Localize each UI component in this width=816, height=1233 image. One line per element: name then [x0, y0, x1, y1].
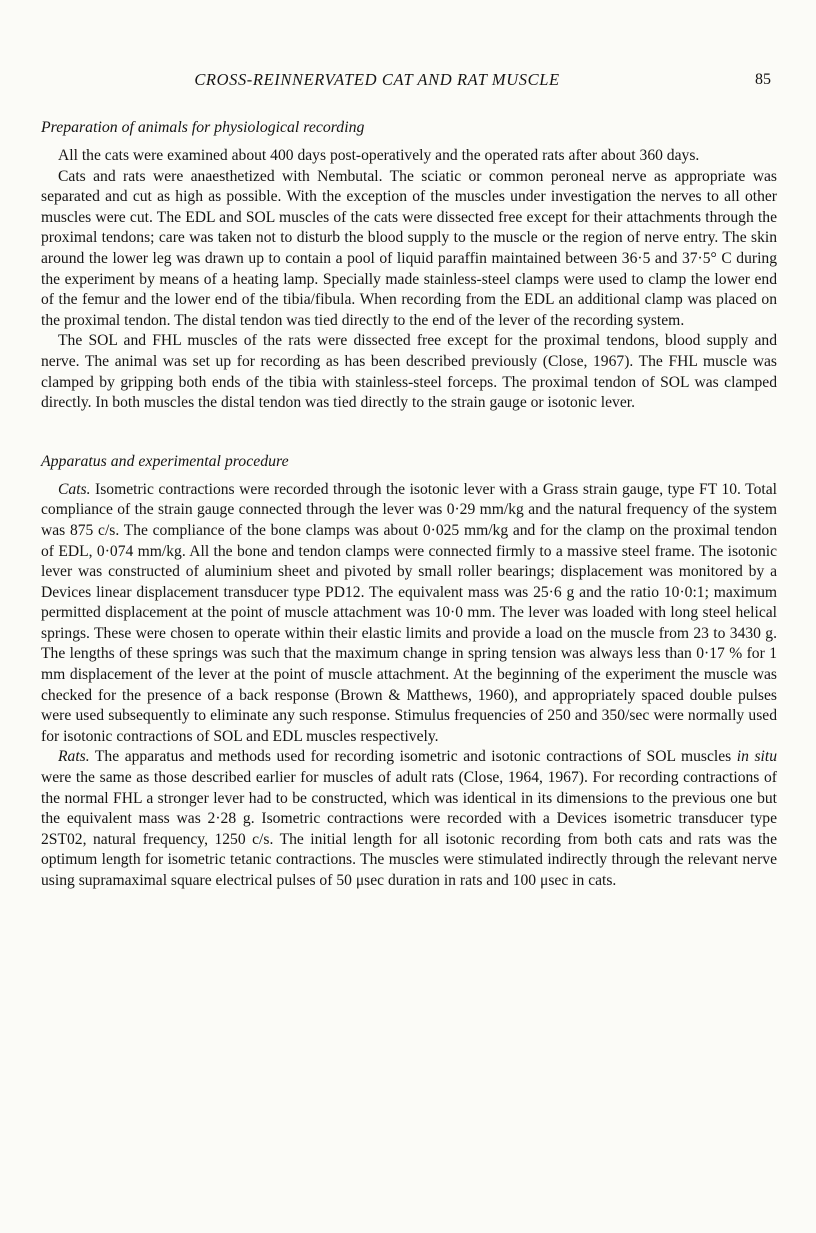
paragraph-preparation-2: Cats and rats were anaesthetized with Nembutal. The sciatic or common peroneal nerve as appropriate was separated and cut as high as possible. With the exception of the muscles under investigation the nerves to all other muscles were cut. The EDL and SOL muscles of the cats were dissected free except for their attachments through the proximal tendons; care was taken not to disturb the blood supply to the muscle or the region of nerve entry. The skin around the lower leg was drawn up to contain a pool of liquid paraffin maintained between 36·5 and 37·5° C during the experiment by means of a heating lamp. Specially made stainless-steel clamps were used to clamp the lower end of the femur and the lower end of the tibia/fibula. When recording from the EDL an additional clamp was placed on the proximal tendon. The distal tendon was tied directly to the end of the lever of the recording system. — [41, 167, 777, 329]
section-apparatus — [41, 452, 777, 892]
paragraph-rats-in-situ: in situ — [736, 748, 777, 766]
paragraph-rats-text-before: The apparatus and methods used for recording isometric and isotonic contractions of SOL muscles — [89, 748, 737, 766]
section-heading-apparatus: Apparatus and experimental procedure — [41, 452, 289, 470]
section-heading-preparation: Preparation of animals for physiological recording — [41, 119, 365, 136]
paragraph-cats — [41, 480, 777, 748]
paragraph-cats-lead: Cats. — [58, 480, 91, 498]
paragraph-rats-lead: Rats. — [58, 748, 90, 766]
section-preparation — [41, 118, 777, 414]
paragraph-rats-text-after: were the same as those described earlier for muscles of adult rats (Close, 1964, 1967). For recording contractions of the normal FHL a stronger lever had to be constructed, which was identical in its dimensions to the previous one but the equivalent mass was 2·28 g. Isometric contractions were recorded with a Devices isometric transducer type 2ST02, natural frequency, 1250 c/s. The initial length for all isotonic recording from both cats and rats was the optimum length for isometric tetanic contractions. The muscles were stimulated indirectly through the relevant nerve using supramaximal square electrical pulses of 50 μsec duration in rats and 100 μsec in cats. — [41, 769, 777, 889]
running-head-title: CROSS-REINNERVATED CAT AND RAT MUSCLE — [194, 70, 560, 89]
paragraph-preparation-1: All the cats were examined about 400 days post-operatively and the operated rats after about 360 days. — [58, 147, 700, 164]
paragraph-rats — [41, 747, 777, 891]
paragraph-cats-text: Isometric contractions were recorded through the isotonic lever with a Grass strain gauge, type FT 10. Total compliance of the strain gauge connected through the lever was 0·29 mm/kg and the natural frequency of the system was 875 c/s. The compliance of the bone clamps was about 0·025 mm/kg and for the clamp on the proximal tendon of EDL, 0·074 mm/kg. All the bone and tendon clamps were connected firmly to a massive steel frame. The isotonic lever was constructed of aluminium sheet and pivoted by small roller bearings; displacement was monitored by a Devices linear displacement transducer type PD12. The equivalent mass was 25·6 g and the ratio 10·0:1; maximum permitted displacement at the point of muscle attachment was 10·0 mm. The lever was loaded with long steel helical springs. These were chosen to operate within their elastic limits and provide a load on the muscle from 23 to 3430 g. The lengths of these springs was such that the maximum change in spring tension was always less than 0·17 % for 1 mm displacement of the lever at the point of muscle attachment. At the beginning of the experiment the muscle was checked for the presence of a back response (Brown & Matthews, 1960), and appropriately spaced double pulses were used subsequently to eliminate any such response. Stimulus frequencies of 250 and 350/sec were normally used for isotonic contractions of SOL and EDL muscles respectively. — [41, 480, 777, 745]
page-number: 85 — [755, 71, 771, 88]
paragraph-preparation-3: The SOL and FHL muscles of the rats were dissected free except for the proximal tendons, blood supply and nerve. The animal was set up for recording as has been described previously (Close, 1967). The FHL muscle was clamped by gripping both ends of the tibia with stainless-steel forceps. The proximal tendon of SOL was clamped directly. In both muscles the distal tendon was tied directly to the strain gauge or isotonic lever. — [41, 332, 777, 412]
page-header — [41, 70, 777, 92]
